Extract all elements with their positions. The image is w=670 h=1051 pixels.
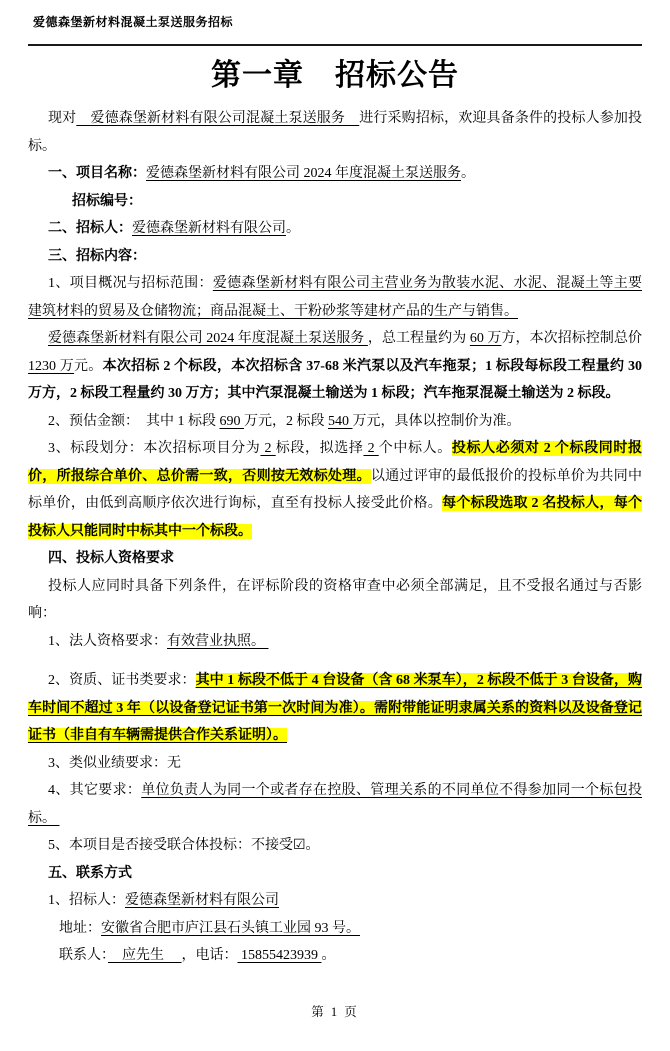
text-run: 2 (260, 441, 276, 456)
chapter-title: 第一章 招标公告 (211, 59, 459, 92)
text-run: 一、项目名称： (48, 166, 146, 181)
text-run: 有效营业执照。 (167, 633, 269, 649)
text-run: 本次招标 2 个标段，本次招标含 37-68 米汽泵以及汽车拖泵；1 标段每标段工程量约 30 万方，2 标段工程量约 30 万方；其中汽泵混凝土输送为 1 标段；汽车拖泵混凝土输送为 2 标段。 (28, 358, 642, 401)
para-qualification-heading (28, 545, 642, 573)
text-run: 进行采购招标，欢迎具备条件的投标人参加投标。 (28, 111, 643, 154)
text-run: 15855423939 (237, 948, 322, 963)
para-project-scale (28, 325, 642, 408)
text-run: 爱德森堡新材料有限公司 2024 年度混凝土泵送服务 (146, 166, 461, 181)
text-run: 4、其它要求： (48, 783, 142, 798)
highlighted-text-run: 投标人必须对 2 个标段同时报价，所报综合单价、总价需一致，否则按无效标处理。 (28, 441, 643, 484)
text-run: 3、标段划分：本次招标项目分为 (48, 441, 261, 456)
text-run: 1230 万 (28, 358, 75, 374)
text-run: 3、类似业绩要求：无 (48, 755, 181, 771)
highlighted-text-run: 其中 1 标段不低于 4 台设备（含 68 米泵车），2 标段不低于 3 台设备，购车时间不超过 3 年（以设备登记证书第一次时间为准）。需附带能证明隶属关系的资料以及设备登记证书（非自有车辆需提供合作关系证明）。 (28, 673, 643, 743)
text-run: 个中标人。 (378, 441, 452, 456)
text-run: 万元，具体以控制价为准。 (352, 413, 521, 429)
text-run: 应先生 (108, 948, 182, 963)
text-run: 。 (321, 948, 336, 963)
text-run: 联系人： (59, 948, 108, 963)
text-run: 2 (363, 441, 379, 456)
text-run: 爱德森堡新材料有限公司 (125, 893, 279, 908)
para-cert-requirements (28, 667, 642, 750)
para-project-name (28, 160, 642, 188)
text-run: 单位负责人为同一个或者存在控股、管理关系的不同单位不得参加同一个标包投标。 (28, 783, 643, 826)
text-run: 安徽省合肥市庐江县石头镇工业园 93 号。 (101, 920, 360, 936)
text-run: 标段，拟选择 (275, 441, 364, 456)
text-run: 60 万 (469, 331, 502, 346)
text-run: ，总工程量约为 (367, 331, 470, 346)
text-run: 以通过评审的最低报价的投标单价为共同中标单价，由低到高顺序依次进行询标，直至有投标人接受此价格。 (28, 468, 643, 511)
text-run: 爱德森堡新材料有限公司主营业务为散装水泥、水泥、混凝土等主要建筑材料的贸易及仓储物流；商品混凝土、干粉砂浆等建材产品的生产与销售。 (28, 276, 643, 319)
highlighted-text-run: 每个标段选取 2 名投标人，每个投标人只能同时中标其中一个标段。 (28, 496, 642, 539)
text-run: 1、招标人： (48, 893, 125, 908)
text-run: 招标编号： (72, 193, 142, 209)
text-run: 五、联系方式 (48, 865, 132, 881)
para-contact-tenderer (28, 887, 642, 915)
text-run: 万元，2 标段 (244, 413, 328, 429)
header-divider (28, 44, 642, 46)
para-consortium-bid (28, 832, 642, 860)
text-run: 2、预估金额： 其中 1 标段 (48, 413, 220, 429)
text-run: 1、法人资格要求： (48, 633, 167, 649)
text-run: 2、资质、证书类要求： (48, 673, 196, 688)
text-run: 元。 (74, 358, 103, 374)
text-run: 地址： (59, 920, 101, 936)
para-legal-qualification (28, 628, 642, 656)
text-run: 。 (286, 221, 300, 236)
document-header (28, 14, 642, 30)
para-tender-content-heading (28, 243, 642, 271)
para-tenderer (28, 215, 642, 243)
para-qualification-intro (28, 573, 642, 628)
para-contact-person (28, 942, 642, 970)
page-number: 第 1 页 (311, 1005, 359, 1019)
para-other-requirements (28, 777, 642, 832)
text-run: 现对 (48, 111, 77, 126)
document-body (28, 105, 642, 970)
text-run: 爱德森堡新材料有限公司混凝土泵送服务 (76, 111, 360, 126)
text-run: 690 (219, 413, 244, 429)
para-contact-heading (28, 860, 642, 888)
para-scope-overview (28, 270, 642, 325)
para-intro (28, 105, 642, 160)
text-run: 二、招标人： (48, 221, 132, 236)
text-run: 1、项目概况与招标范围： (48, 276, 213, 291)
text-run: 四、投标人资格要求 (48, 551, 174, 566)
para-estimated-amount (28, 408, 642, 436)
text-run: 540 (328, 413, 353, 429)
text-run: 。 (461, 166, 475, 181)
text-run: 方，本次招标控制总价 (501, 331, 643, 346)
text-run: 投标人应同时具备下列条件，在评标阶段的资格审查中必须全部满足，且不受报名通过与否影响： (28, 578, 642, 621)
text-run: 三、招标内容： (48, 248, 146, 264)
para-section-division (28, 435, 642, 545)
para-tender-number (28, 188, 642, 216)
text-run: 爱德森堡新材料有限公司 2024 年度混凝土泵送服务 (48, 331, 368, 346)
page-footer (0, 1002, 670, 1020)
header-doc-title: 爱德森堡新材料混凝土泵送服务招标 (33, 15, 234, 29)
para-performance-requirement (28, 750, 642, 778)
text-run: 爱德森堡新材料有限公司 (132, 221, 286, 236)
text-run: ，电话： (181, 948, 238, 963)
para-contact-address (28, 915, 642, 943)
text-run: 5、本项目是否接受联合体投标：不接受☑。 (48, 838, 320, 853)
